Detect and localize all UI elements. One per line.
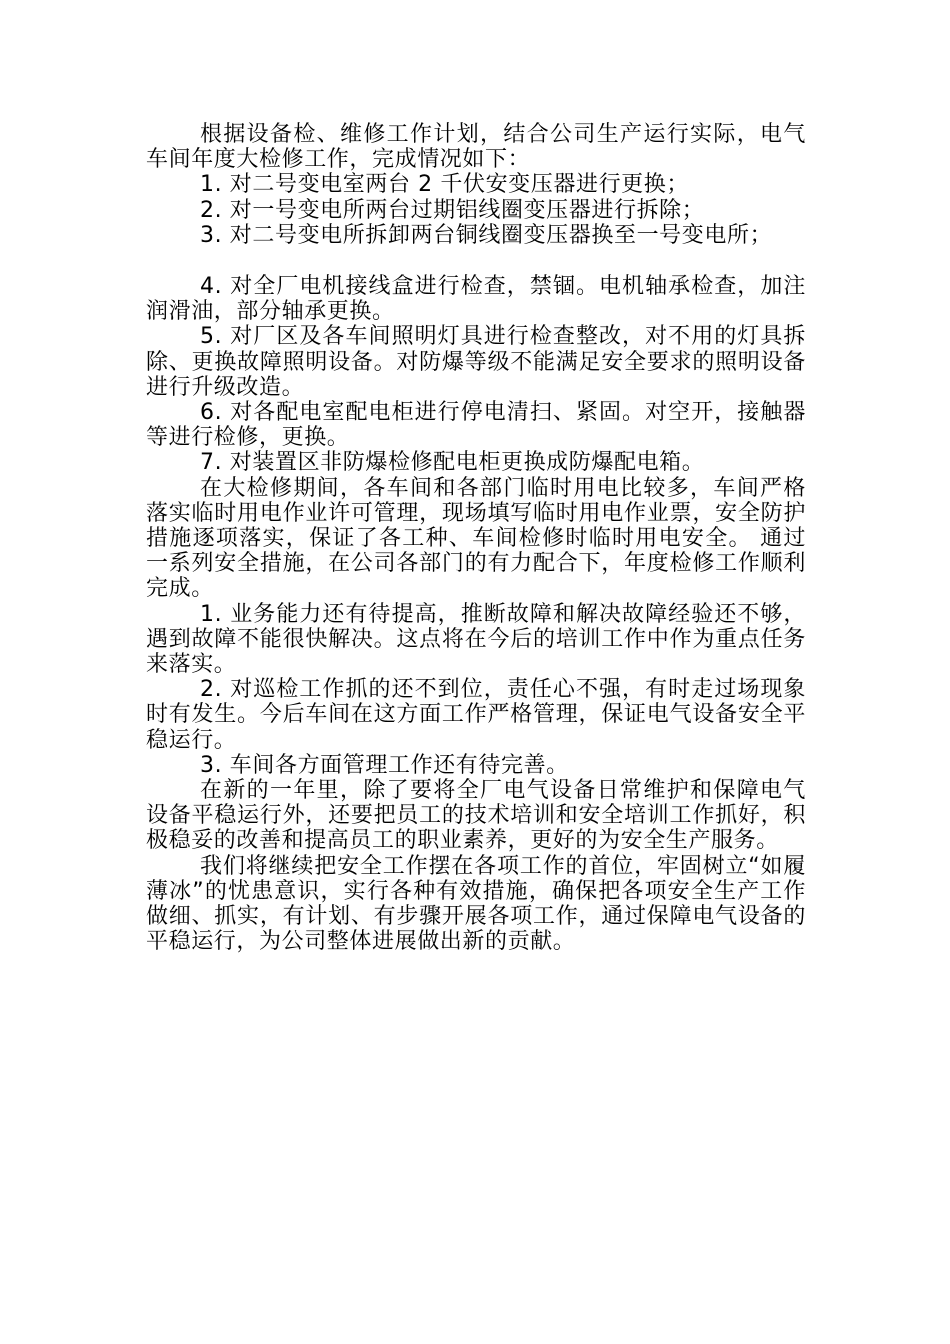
list-item-3: 3. 对二号变电所拆卸两台铜线圈变压器换至一号变电所；: [200, 222, 773, 248]
issue-item-3: 3. 车间各方面管理工作还有待完善。: [200, 752, 569, 778]
list-item-5: 5. 对厂区及各车间照明灯具进行检查整改，对不用的灯具拆除、更换故障照明设备。对防爆等级不能满足安全要求的照明设备进行升级改造。: [146, 324, 806, 400]
list-item-2: 2. 对一号变电所两台过期铝线圈变压器进行拆除；: [200, 197, 705, 223]
issue-item-2: 2. 对巡检工作抓的还不到位，责任心不强，有时走过场现象时有发生。今后车间在这方面工作严格管理，保证电气设备安全平稳运行。: [146, 677, 806, 753]
closing-paragraph: 我们将继续把安全工作摆在各项工作的首位，牢固树立“如履薄冰”的忧患意识，实行各种有效措施，确保把各项安全生产工作做细、抓实，有计划、有步骤开展各项工作，通过保障电气设备的平稳运行，为公司整体进展做出新的贡献。: [146, 853, 806, 955]
intro-paragraph: 根据设备检、维修工作计划，结合公司生产运行实际，电气车间年度大检修工作，完成情况如下：: [146, 122, 806, 173]
plan-paragraph: 在新的一年里，除了要将全厂电气设备日常维护和保障电气设备平稳运行外，还要把员工的技术培训和安全培训工作抓好，积极稳妥的改善和提高员工的职业素养，更好的为安全生产服务。: [146, 778, 806, 854]
list-item-7: 7. 对装置区非防爆检修配电柜更换成防爆配电箱。: [200, 450, 705, 476]
list-item-1: 1. 对二号变电室两台 2 千伏安变压器进行更换；: [200, 172, 689, 198]
issue-item-1: 1. 业务能力还有待提高，推断故障和解决故障经验还不够，遇到故障不能很快解决。这点将在今后的培训工作中作为重点任务来落实。: [146, 601, 806, 678]
blank-line: [146, 248, 806, 274]
list-item-6: 6. 对各配电室配电柜进行停电清扫、紧固。对空开，接触器等进行检修，更换。: [146, 400, 806, 451]
list-item-4: 4. 对全厂电机接线盒进行检查，禁锢。电机轴承检查，加注润滑油，部分轴承更换。: [146, 274, 806, 325]
summary-paragraph: 在大检修期间，各车间和各部门临时用电比较多，车间严格落实临时用电作业许可管理，现场填写临时用电作业票，安全防护措施逐项落实，保证了各工种、车间检修时临时用电安全。 通过一系列安全措施，在公司各部门的有力配合下，年度检修工作顺利完成。: [146, 475, 806, 602]
document-body: [146, 122, 806, 955]
